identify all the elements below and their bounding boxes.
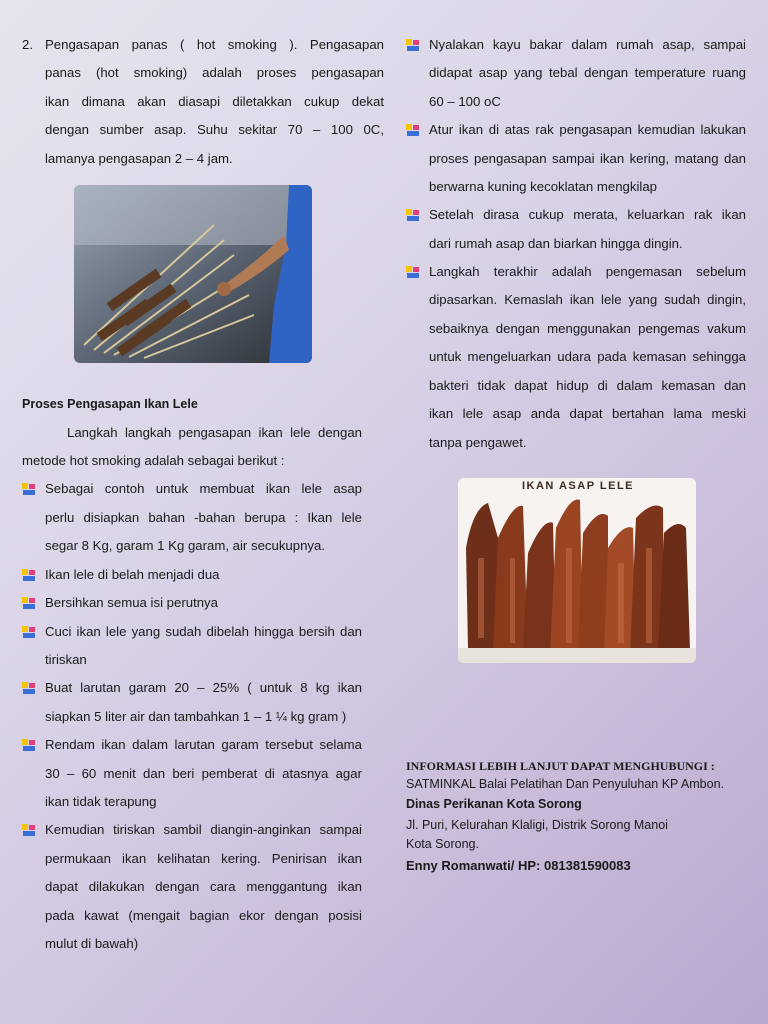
bullet-line: 60 – 100 oC (429, 94, 501, 109)
contact-line: Dinas Perikanan Kota Sorong (406, 797, 582, 811)
bullet-icon (22, 569, 36, 582)
smoked-catfish-photo (458, 478, 696, 663)
bullet-line: didapat asap yang tebal dengan temperature ruang (429, 65, 746, 80)
bullet-line: perlu disiapkan bahan -bahan berupa : Ikan lele (45, 510, 362, 525)
bullet-icon (406, 266, 420, 279)
bullet-line: ikan lele asap anda dapat bertahan lama meski (429, 406, 746, 421)
bullet-icon (22, 626, 36, 639)
bullet-line: Atur ikan di atas rak pengasapan kemudian lakukan (429, 122, 746, 137)
bullet-line: Bersihkan semua isi perutnya (45, 595, 218, 610)
item-number: 2. (22, 37, 33, 52)
contact-name (406, 858, 631, 873)
item2-line: Pengasapan panas ( hot smoking ). Pengasapan (45, 37, 384, 52)
bullet-line: Buat larutan garam 20 – 25% ( untuk 8 kg ikan (45, 680, 362, 695)
bullet-line: 30 – 60 menit dan beri pemberat di atasnya agar (45, 766, 362, 781)
item2-line: dengan sumber asap. Suhu sekitar 70 – 100 0C, (45, 122, 384, 137)
bullet-line: dapat dilakukan dengan cara menggantung ikan (45, 879, 362, 894)
bullet-line: tanpa pengawet. (429, 435, 527, 450)
bullet-line: untuk mengeluarkan udara pada kemasan sehingga (429, 349, 746, 364)
bullet-line: ikan tidak terapung (45, 794, 157, 809)
bullet-line: Ikan lele di belah menjadi dua (45, 567, 220, 582)
bullet-line: Sebagai contoh untuk membuat ikan lele asap (45, 481, 362, 496)
section-title: Proses Pengasapan Ikan Lele (22, 397, 198, 411)
contact-heading: INFORMASI LEBIH LANJUT DAPAT MENGHUBUNGI : (406, 759, 715, 773)
bullet-icon (22, 824, 36, 837)
item2-line: lamanya pengasapan 2 – 4 jam. (45, 151, 233, 166)
contact-line: SATMINKAL Balai Pelatihan Dan Penyuluhan KP Ambon. (406, 777, 725, 791)
item2-line: panas (hot smoking) adalah proses pengasapan (45, 65, 384, 80)
bullet-line: Rendam ikan dalam larutan garam tersebut selama (45, 737, 362, 752)
bullet-icon (406, 39, 420, 52)
intro-line: metode hot smoking adalah sebagai berikut : (22, 453, 285, 468)
contact-line: Kota Sorong. (406, 837, 479, 851)
bullet-line: segar 8 Kg, garam 1 Kg garam, air secukupnya. (45, 538, 326, 553)
contact-person: Enny Romanwati/ (406, 858, 515, 873)
bullet-line: dipasarkan. Kemaslah ikan lele yang sudah dingin, (429, 292, 746, 307)
bullet-line: Cuci ikan lele yang sudah dibelah hingga bersih dan (45, 624, 362, 639)
bullet-line: Setelah dirasa cukup merata, keluarkan rak ikan (429, 207, 746, 222)
bullet-line: Kemudian tiriskan sambil diangin-anginkan sampai (45, 822, 362, 837)
bullet-line: proses pengasapan sampai ikan kering, matang dan (429, 151, 746, 166)
hot-smoking-photo (74, 185, 312, 363)
bullet-line: Nyalakan kayu bakar dalam rumah asap, sampai (429, 37, 746, 52)
bullet-icon (22, 682, 36, 695)
bullet-line: pada kawat (mengait bagian ekor dengan posisi (45, 908, 362, 923)
bullet-line: bakteri tidak dapat hidup di dalam kemasan dan (429, 378, 746, 393)
item2-line: ikan dimana akan diasapi diletakkan cukup dekat (45, 94, 384, 109)
bullet-line: berwarna kuning kecoklatan mengkilap (429, 179, 657, 194)
bullet-line: Langkah terakhir adalah pengemasan sebelum (429, 264, 746, 279)
bullet-icon (22, 483, 36, 496)
image-caption: IKAN ASAP LELE (521, 480, 635, 492)
bullet-line: permukaan ikan kelihatan kering. Penirisan ikan (45, 851, 362, 866)
contact-line: Jl. Puri, Kelurahan Klaligi, Distrik Sorong Manoi (406, 818, 668, 832)
bullet-line: mulut di bawah) (45, 936, 139, 951)
bullet-line: tiriskan (45, 652, 87, 667)
bullet-icon (406, 124, 420, 137)
bullet-line: dari rumah asap dan biarkan hingga dingin. (429, 236, 683, 251)
bullet-icon (406, 209, 420, 222)
contact-phone: HP: 081381590083 (514, 858, 631, 873)
intro-line: Langkah langkah pengasapan ikan lele dengan (67, 425, 362, 440)
bullet-line: siapkan 5 liter air dan tambahkan 1 – 1 ¼ kg gram ) (45, 709, 347, 724)
bullet-icon (22, 739, 36, 752)
bullet-line: sebaiknya dengan menggunakan pengemas vakum (429, 321, 746, 336)
bullet-icon (22, 597, 36, 610)
